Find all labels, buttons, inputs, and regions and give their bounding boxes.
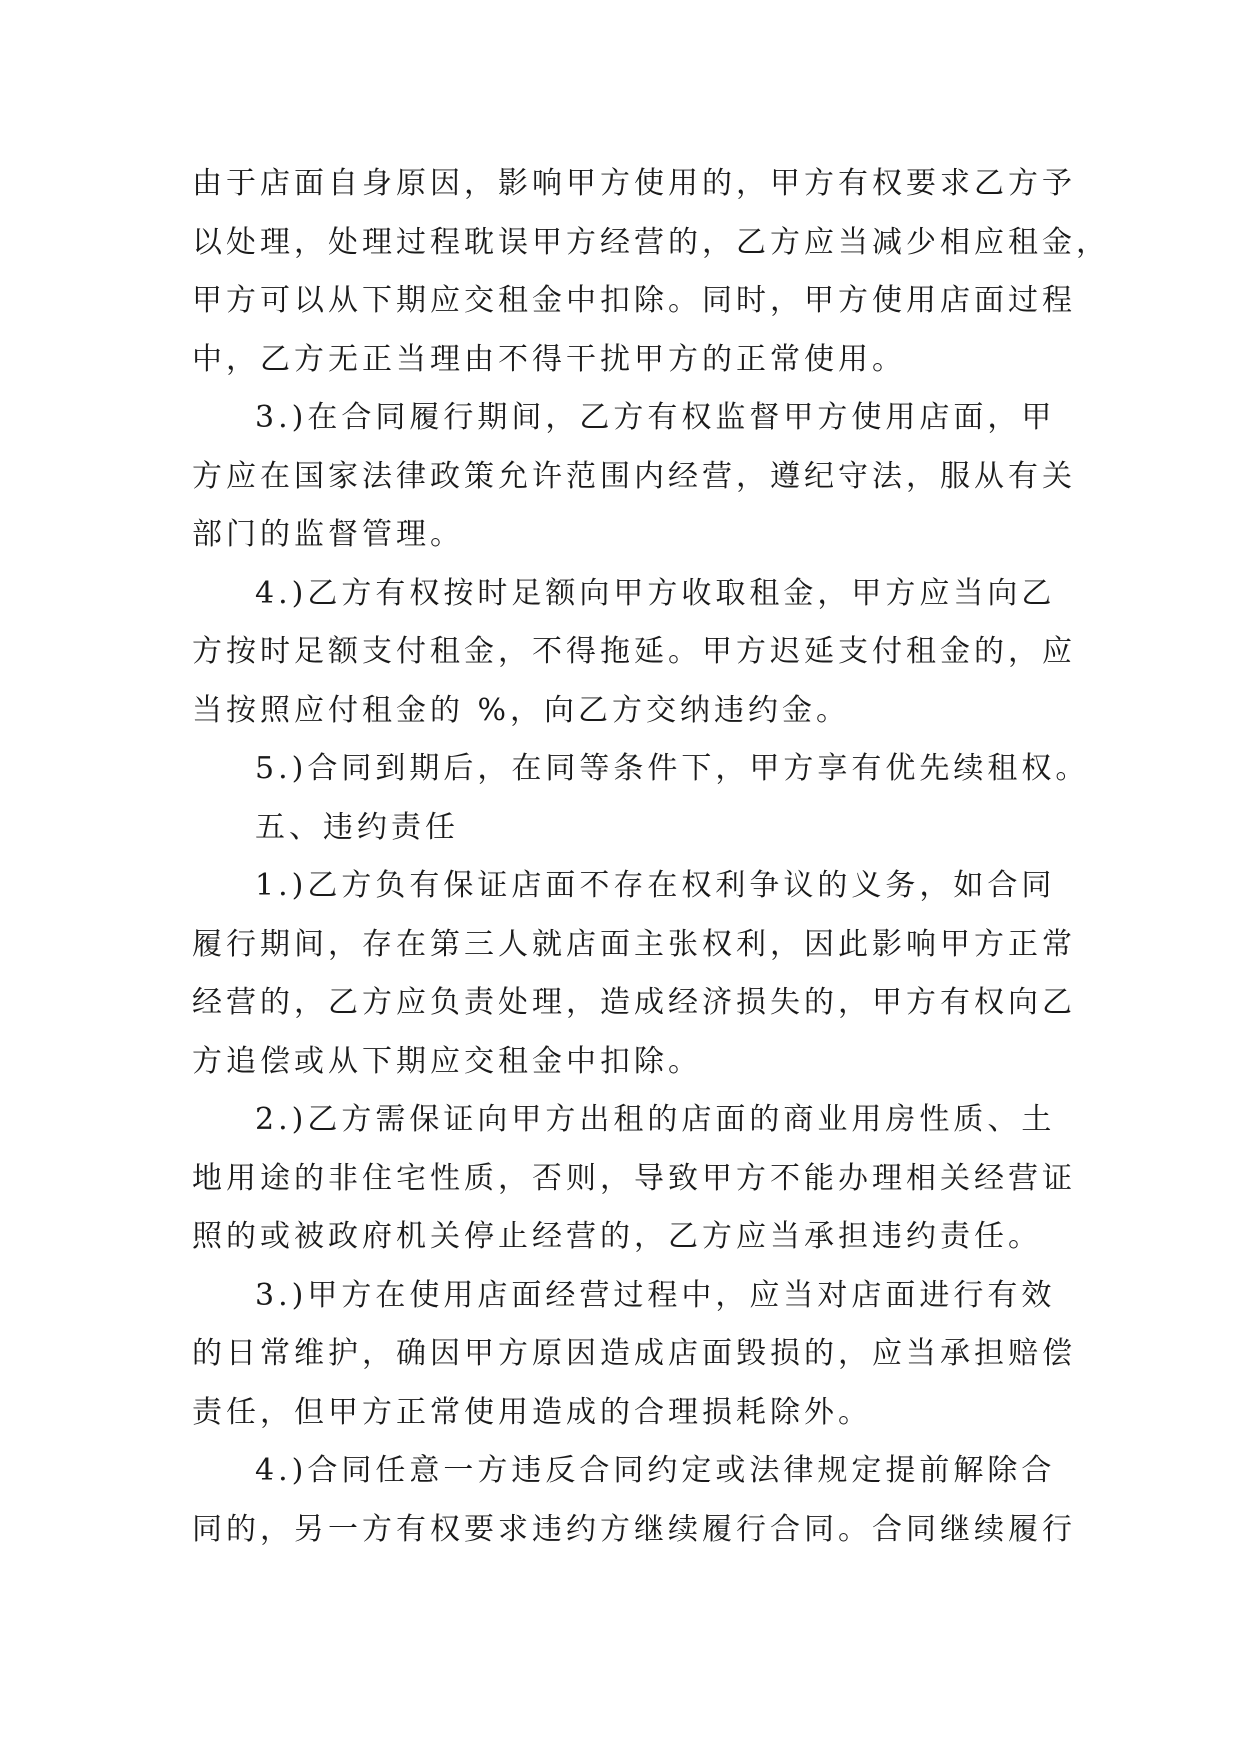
text-line: 3.)甲方在使用店面经营过程中，应当对店面进行有效: [255, 1277, 1056, 1313]
text-line: 部门的监督管理。: [192, 517, 464, 552]
text-line: 同的，另一方有权要求违约方继续履行合同。合同继续履行: [192, 1511, 1076, 1547]
text-line: 1.)乙方负有保证店面不存在权利争议的义务，如合同: [255, 868, 1056, 903]
text-line: 责任，但甲方正常使用造成的合理损耗除外。: [192, 1394, 872, 1430]
text-line: 的日常维护，确因甲方原因造成店面毁损的，应当承担赔偿: [192, 1336, 1076, 1371]
text-line: 照的或被政府机关停止经营的，乙方应当承担违约责任。: [192, 1219, 1042, 1254]
text-line: 方应在国家法律政策允许范围内经营，遵纪守法，服从有关: [192, 458, 1076, 494]
text-line: 2.)乙方需保证向甲方出租的店面的商业用房性质、土: [255, 1102, 1056, 1137]
text-line: 当按照应付租金的 %，向乙方交纳违约金。: [192, 692, 851, 728]
text-line: 以处理，处理过程耽误甲方经营的，乙方应当减少相应租金，: [192, 224, 1110, 260]
text-line: 中，乙方无正当理由不得干扰甲方的正常使用。: [192, 341, 906, 377]
text-line: 履行期间，存在第三人就店面主张权利，因此影响甲方正常: [192, 926, 1076, 962]
text-line: 由于店面自身原因，影响甲方使用的，甲方有权要求乙方予: [192, 166, 1076, 201]
text-line: 3.)在合同履行期间，乙方有权监督甲方使用店面，甲: [255, 400, 1056, 435]
text-line: 五、违约责任: [255, 809, 459, 845]
text-line: 经营的，乙方应负责处理，造成经济损失的，甲方有权向乙: [192, 985, 1076, 1020]
text-line: 4.)合同任意一方违反合同约定或法律规定提前解除合: [255, 1453, 1056, 1488]
text-line: 甲方可以从下期应交租金中扣除。同时，甲方使用店面过程: [192, 283, 1076, 318]
text-line: 4.)乙方有权按时足额向甲方收取租金，甲方应当向乙: [255, 575, 1056, 611]
text-line: 5.)合同到期后，在同等条件下，甲方享有优先续租权。: [255, 751, 1090, 786]
text-line: 地用途的非住宅性质，否则，导致甲方不能办理相关经营证: [192, 1160, 1076, 1196]
text-line: 方追偿或从下期应交租金中扣除。: [192, 1043, 702, 1079]
contract-text-block: [192, 155, 1110, 1559]
text-line: 方按时足额支付租金，不得拖延。甲方迟延支付租金的，应: [192, 634, 1076, 669]
